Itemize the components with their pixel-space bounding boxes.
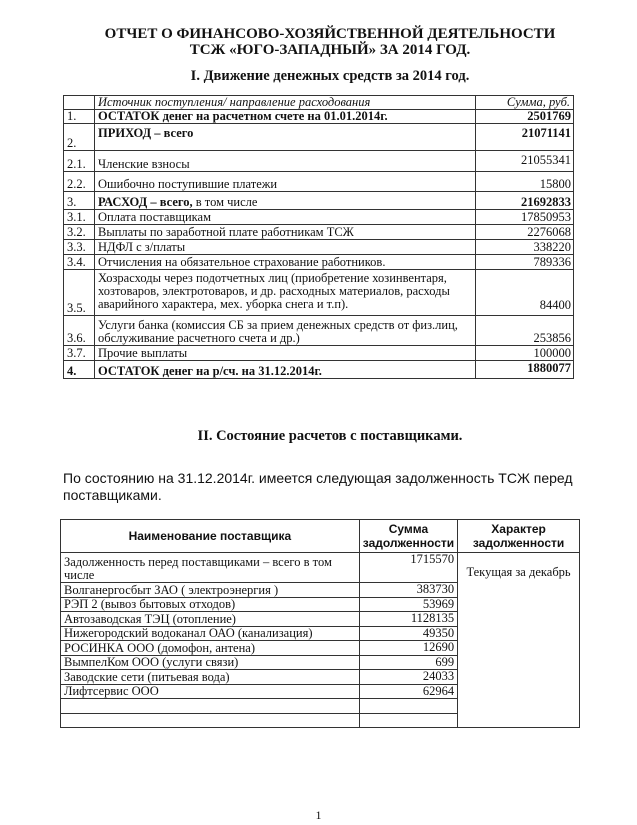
row-sum: 21071141 <box>476 124 574 151</box>
debt-character-value: Текущая за декабрь <box>466 565 571 579</box>
report-title-line-1: ОТЧЕТ О ФИНАНСОВО-ХОЗЯЙСТВЕННОЙ ДЕЯТЕЛЬНОСТИ <box>104 26 556 42</box>
report-title-line-2: ТСЖ «ЮГО-ЗАПАДНЫЙ» ЗА 2014 ГОД. <box>189 42 471 58</box>
cash-flow-table <box>63 95 574 379</box>
row-number: 3.7. <box>64 346 95 361</box>
row-sum: 789336 <box>476 255 574 270</box>
table-row <box>64 124 574 151</box>
row-sum: 100000 <box>476 346 574 361</box>
row-description <box>94 192 475 210</box>
row-sum: 2276068 <box>476 225 574 240</box>
table-row <box>64 192 574 210</box>
debt-sum: 62964 <box>359 684 457 699</box>
debt-sum: 24033 <box>359 670 457 685</box>
table-header-row <box>64 96 574 110</box>
row-description: Ошибочно поступившие платежи <box>94 172 475 192</box>
row-number: 2. <box>64 124 95 151</box>
table-row <box>64 151 574 172</box>
page-number: 1 <box>315 808 322 822</box>
supplier-name: Лифтсервис ООО <box>61 684 360 699</box>
row-description: Выплаты по заработной плате работникам ТСЖ <box>94 225 475 240</box>
row-number: 3.5. <box>64 270 95 316</box>
debt-sum <box>359 699 457 714</box>
table-row <box>64 110 574 124</box>
suppliers-debt-table <box>60 519 580 728</box>
table-row <box>64 270 574 316</box>
row-number: 3.4. <box>64 255 95 270</box>
debt-sum: 1128135 <box>359 612 457 627</box>
header-empty-cell <box>64 96 95 110</box>
table-row <box>64 225 574 240</box>
table-row <box>64 210 574 225</box>
row-number: 2.1. <box>64 151 95 172</box>
row-number: 2.2. <box>64 172 95 192</box>
supplier-name: ВымпелКом ООО (услуги связи) <box>61 655 360 670</box>
section-2-heading: II. Состояние расчетов с поставщиками. <box>197 428 463 444</box>
header-supplier-name: Наименование поставщика <box>61 520 360 553</box>
supplier-name: РЭП 2 (вывоз бытовых отходов) <box>61 597 360 612</box>
supplier-name: Нижегородский водоканал ОАО (канализация) <box>61 626 360 641</box>
row-description: ОСТАТОК денег на расчетном счете на 01.01.2014г. <box>94 110 475 124</box>
table-row <box>64 361 574 379</box>
row-number: 3.1. <box>64 210 95 225</box>
debt-sum <box>359 713 457 728</box>
table-row <box>64 316 574 346</box>
row-sum: 84400 <box>476 270 574 316</box>
debt-character-cell <box>458 553 580 728</box>
supplier-name: Автозаводская ТЭЦ (отопление) <box>61 612 360 627</box>
row-description: Хозрасходы через подотчетных лиц (приобретение хозинвентаря, хозтоваров, электротоваров, и др. расходных материалов, расходы аварийного характера, мех. уборка снега и т.п). <box>94 270 475 316</box>
supplier-name: Заводские сети (питьевая вода) <box>61 670 360 685</box>
intro-paragraph: По состоянию на 31.12.2014г. имеется следующая задолженность ТСЖ перед поставщиками. <box>63 470 573 503</box>
row-number: 1. <box>64 110 95 124</box>
table-row <box>64 346 574 361</box>
debt-sum: 383730 <box>359 583 457 598</box>
row-sum: 21692833 <box>476 192 574 210</box>
row-sum: 253856 <box>476 316 574 346</box>
section-1-heading: I. Движение денежных средств за 2014 год. <box>190 68 470 84</box>
row-number: 3. <box>64 192 95 210</box>
header-debt-sum: Сумма задолженности <box>359 520 457 553</box>
supplier-name: Задолженность перед поставщиками – всего в том числе <box>61 553 360 583</box>
row-sum: 21055341 <box>476 151 574 172</box>
row-description: Услуги банка (комиссия СБ за прием денежных средств от физ.лиц, обслуживание расчетного счета и др.) <box>94 316 475 346</box>
debt-sum: 12690 <box>359 641 457 656</box>
table-row <box>64 172 574 192</box>
row-number: 3.6. <box>64 316 95 346</box>
header-source: Источник поступления/ направление расходования <box>94 96 475 110</box>
header-debt-character: Характер задолженности <box>458 520 580 553</box>
debt-sum: 1715570 <box>359 553 457 583</box>
table-row <box>64 240 574 255</box>
header-sum: Сумма, руб. <box>476 96 574 110</box>
row-description: Оплата поставщикам <box>94 210 475 225</box>
row-description: ПРИХОД – всего <box>94 124 475 151</box>
table-row <box>61 553 580 583</box>
row-description-tail: в том числе <box>192 195 258 209</box>
row-sum: 15800 <box>476 172 574 192</box>
row-sum: 17850953 <box>476 210 574 225</box>
row-number: 4. <box>64 361 95 379</box>
supplier-name <box>61 699 360 714</box>
debt-sum: 49350 <box>359 626 457 641</box>
supplier-name: Волганергосбыт ЗАО ( электроэнергия ) <box>61 583 360 598</box>
row-description: Прочие выплаты <box>94 346 475 361</box>
row-sum: 1880077 <box>476 361 574 379</box>
row-number: 3.2. <box>64 225 95 240</box>
row-description-bold: РАСХОД – всего, <box>97 195 193 209</box>
row-description: Членские взносы <box>94 151 475 172</box>
table-header-row <box>61 520 580 553</box>
row-number: 3.3. <box>64 240 95 255</box>
supplier-name <box>61 713 360 728</box>
row-sum: 338220 <box>476 240 574 255</box>
row-description: ОСТАТОК денег на р/сч. на 31.12.2014г. <box>94 361 475 379</box>
row-sum: 2501769 <box>476 110 574 124</box>
row-description: НДФЛ с з/платы <box>94 240 475 255</box>
supplier-name: РОСИНКА ООО (домофон, антена) <box>61 641 360 656</box>
debt-sum: 699 <box>359 655 457 670</box>
debt-sum: 53969 <box>359 597 457 612</box>
table-row <box>64 255 574 270</box>
row-description: Отчисления на обязательное страхование работников. <box>94 255 475 270</box>
